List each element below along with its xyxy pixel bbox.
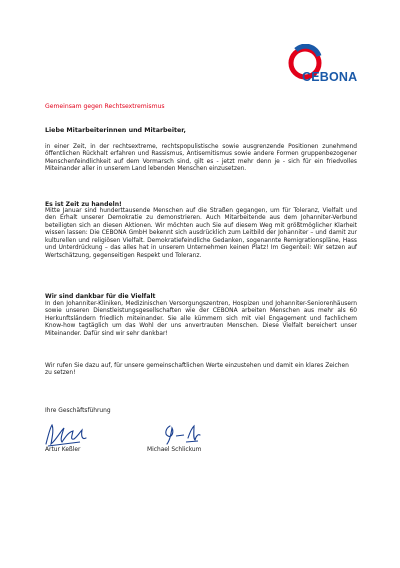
paragraph-call-to-action: Wir rufen Sie dazu auf, für unsere gemeinschaftlichen Werte einzustehen und damit ein klares Zeichen zu setzen! [45, 363, 349, 377]
paragraph-demonstrations: Mitte Januar sind hunderttausende Menschen auf die Straßen gegangen, um für Toleranz, Vielfalt und den Erhalt unserer Demokratie zu demonstrieren. Auch Mitarbeitende aus dem Johanniter-Verbund beteiligten sich an diesen Aktionen. Wir möchten auch Sie auf diesem Weg mit größtmöglicher Klarheit wissen lassen: Die CEBONA GmbH bekennt sich ausdrücklich zum Leitbild der Johanniter – und damit zur kulturellen und religiösen Vielfalt. Demokratiefeindliche Gedanken, sogenannte Remigrationspläne, Hass und Unterdrückung – das alles hat in unserem Unternehmen keinen Platz! Im Gegenteil: Wir setzen auf Wertschätzung, gegenseitigen Respekt und Toleranz. [45, 208, 357, 259]
paragraph-intro: in einer Zeit, in der rechtsextreme, rechtspopulistische sowie ausgrenzende Positionen zunehmend öffentlichen Rückhalt erfahren und Rassismus, Antisemitismus sowie andere Formen gruppenbezogener Menschenfeindlichkeit auf dem Vormarsch sind, gilt es - jetzt mehr denn je - sich für ein friedvolles Miteinander aller in unserem Land lebenden Menschen einzusetzen. [45, 144, 357, 173]
greeting: Liebe Mitarbeiterinnen und Mitarbeiter, [45, 127, 186, 134]
logo-wordmark: CEBONA [302, 70, 358, 84]
closing-line: Ihre Geschäftsführung [45, 408, 111, 414]
heading-grateful-diversity: Wir sind dankbar für die Vielfalt [45, 293, 156, 300]
signature-kessler-image [42, 422, 92, 448]
signature-schlickum-image [158, 422, 204, 448]
heading-time-to-act: Es ist Zeit zu handeln! [45, 201, 122, 208]
signatory-name-schlickum: Michael Schlickum [147, 447, 202, 453]
signatory-name-kessler: Artur Keßler [45, 447, 81, 453]
subject-line: Gemeinsam gegen Rechtsextremismus [45, 103, 165, 110]
paragraph-diversity: In den Johanniter-Kliniken, Medizinischen Versorgungszentren, Hospizen und Johanniter-Seniorenhäusern sowie unseren Dienstleistungsgesellschaften wie der CEBONA arbeiten Menschen aus mehr als 60 Herkunftsländern friedlich miteinander. Sie alle kümmern sich mit viel Engagement und fachlichem Know-how tagtäglich um das Wohl der uns anvertrauten Menschen. Diese Vielfalt bereichert unser Miteinander. Dafür sind wir sehr dankbar! [45, 301, 357, 337]
